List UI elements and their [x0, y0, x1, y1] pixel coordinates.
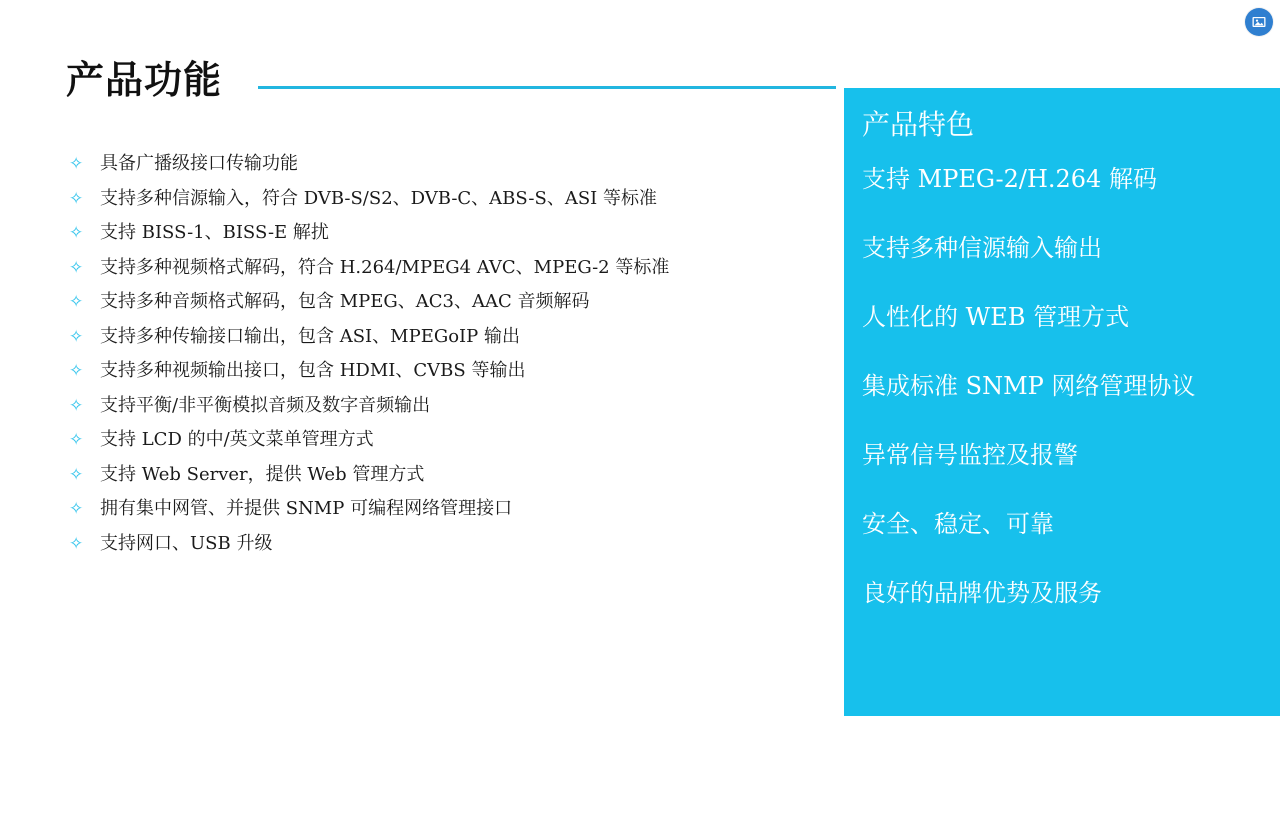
list-item-label: 支持 BISS-1、BISS-E 解扰	[100, 222, 329, 243]
panel-list-item: 人性化的 WEB 管理方式	[862, 303, 1130, 331]
panel-list-item: 安全、稳定、可靠	[862, 510, 1054, 538]
diamond-bullet-icon: ✧	[69, 464, 84, 484]
diamond-bullet-icon: ✧	[69, 499, 84, 518]
panel-item-list	[862, 164, 1270, 647]
list-item	[66, 357, 826, 392]
product-features-panel	[844, 88, 1280, 716]
panel-list-item: 集成标准 SNMP 网络管理协议	[862, 372, 1196, 400]
list-item-label: 支持多种传输接口输出，包含 ASI、MPEGoIP 输出	[100, 325, 521, 347]
feature-bullet-list	[66, 150, 826, 564]
list-item	[66, 392, 826, 427]
list-item-label: 具备广播级接口传输功能	[100, 153, 298, 174]
list-item-label: 支持网口、USB 升级	[100, 532, 273, 554]
diamond-bullet-icon: ✧	[69, 361, 84, 380]
list-item	[66, 288, 826, 323]
panel-list-item: 支持多种信源输入输出	[862, 234, 1102, 262]
title-divider	[258, 86, 836, 89]
panel-list-item: 支持 MPEG-2/H.264 解码	[862, 165, 1157, 193]
diamond-bullet-icon: ✧	[69, 292, 84, 311]
list-item	[66, 219, 826, 254]
list-item-label: 拥有集中网管、并提供 SNMP 可编程网络管理接口	[100, 498, 513, 519]
page-title: 产品功能	[66, 58, 223, 102]
list-item	[66, 426, 826, 461]
diamond-bullet-icon: ✧	[69, 223, 84, 242]
panel-heading: 产品特色	[862, 108, 975, 141]
list-item-label: 支持多种视频格式解码，符合 H.264/MPEG4 AVC、MPEG-2 等标准	[100, 256, 670, 278]
diamond-bullet-icon: ✧	[69, 154, 84, 173]
list-item-label: 支持 Web Server，提供 Web 管理方式	[100, 463, 425, 485]
list-item	[66, 185, 826, 220]
list-item	[66, 150, 826, 185]
list-item-label: 支持多种音频格式解码，包含 MPEG、AC3、AAC 音频解码	[100, 291, 590, 312]
list-item	[66, 254, 826, 289]
list-item-label: 支持 LCD 的中/英文菜单管理方式	[100, 429, 374, 450]
list-item	[66, 461, 826, 496]
list-item	[66, 530, 826, 565]
list-item-label: 支持多种信源输入，符合 DVB-S/S2、DVB-C、ABS-S、ASI 等标准	[100, 187, 657, 209]
diamond-bullet-icon: ✧	[69, 326, 84, 346]
diamond-bullet-icon: ✧	[69, 257, 84, 277]
image-thumbnail-badge[interactable]	[1245, 8, 1273, 36]
list-item	[66, 495, 826, 530]
image-thumbnail-icon	[1251, 14, 1267, 30]
diamond-bullet-icon: ✧	[69, 188, 84, 208]
diamond-bullet-icon: ✧	[69, 430, 84, 449]
panel-list-item: 异常信号监控及报警	[862, 441, 1078, 469]
list-item	[66, 323, 826, 358]
diamond-bullet-icon: ✧	[69, 533, 84, 553]
list-item-label: 支持平衡/非平衡模拟音频及数字音频输出	[100, 394, 431, 416]
panel-list-item: 良好的品牌优势及服务	[862, 579, 1102, 607]
list-item-label: 支持多种视频输出接口，包含 HDMI、CVBS 等输出	[100, 360, 526, 381]
diamond-bullet-icon: ✧	[69, 395, 84, 415]
